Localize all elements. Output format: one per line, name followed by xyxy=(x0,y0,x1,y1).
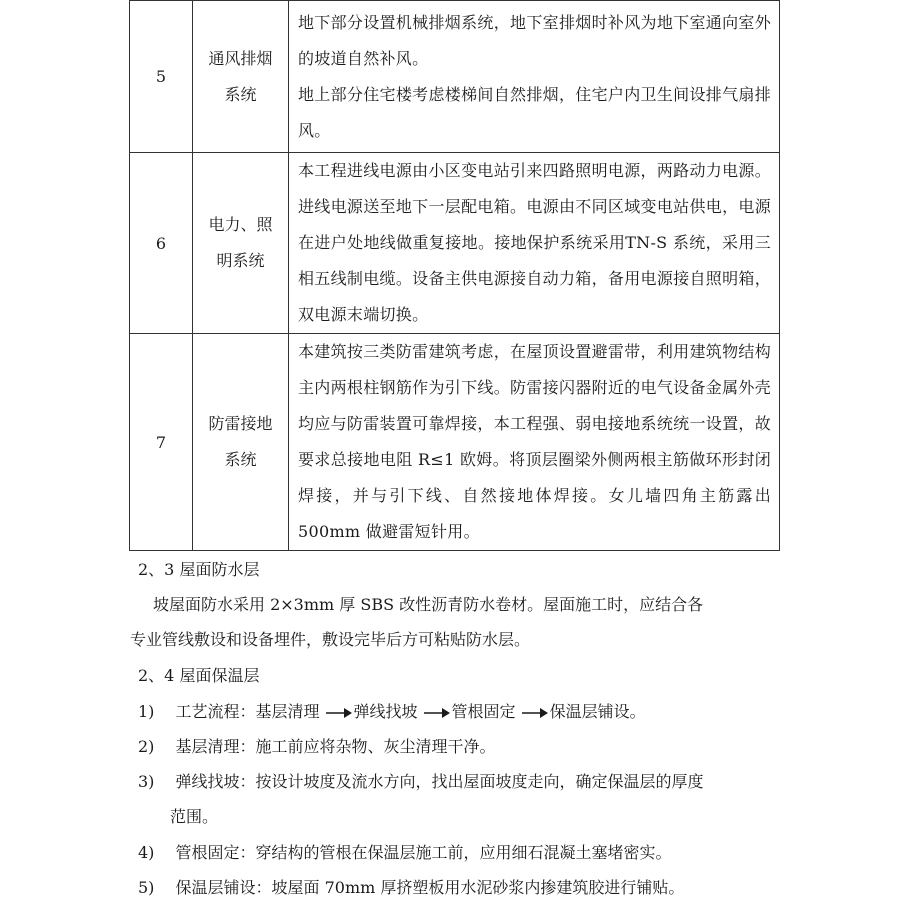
system-description: 本建筑按三类防雷建筑考虑，在屋顶设置避雷带，利用建筑物结构主内两根柱钢筋作为引下线。防雷接闪器附近的电气设备金属外壳均应与防雷装置可靠焊接，本工程强、弱电接地系统统一设置，故要求总接地电阻 R≤1 欧姆。将顶层圈梁外侧两根主筋做环形封闭焊接，并与引下线、自然接地体焊接。女儿墙四角主筋露出 500mm 做避雷短针用。 xyxy=(289,334,780,551)
flow-step: 弹线找坡 xyxy=(353,702,418,721)
paragraph-line: 专业管线敷设和设备埋件，敷设完毕后方可粘贴防水层。 xyxy=(130,630,531,649)
list-text: 弹线找坡：按设计坡度及流水方向，找出屋面坡度走向，确定保温层的厚度 xyxy=(175,772,704,791)
system-name: 通风排烟 系统 xyxy=(193,1,289,153)
list-text-continuation: 范围。 xyxy=(170,807,219,826)
flow-step: 保温层铺设。 xyxy=(549,702,646,721)
system-description: 地下部分设置机械排烟系统，地下室排烟时补风为地下室通向室外的坡道自然补风。 地上部分住宅楼考虑楼梯间自然排烟，住宅户内卫生间设排气扇排风。 xyxy=(289,1,780,153)
systems-table xyxy=(129,0,780,551)
list-number: 4) xyxy=(138,843,155,862)
arrow-right-icon xyxy=(424,707,450,719)
arrow-right-icon xyxy=(522,707,548,719)
flow-step: 工艺流程：基层清理 xyxy=(175,702,320,721)
row-number: 6 xyxy=(130,153,193,334)
list-text: 保温层铺设：坡屋面 70mm 厚挤塑板用水泥砂浆内掺建筑胶进行铺贴。 xyxy=(175,878,685,897)
list-item xyxy=(138,729,496,765)
list-text: 管根固定：穿结构的管根在保温层施工前，应用细石混凝土塞堵密实。 xyxy=(175,843,672,862)
list-item xyxy=(138,835,672,871)
list-number: 3) xyxy=(138,772,155,791)
section-heading: 2、3 屋面防水层 xyxy=(138,560,260,579)
section-heading: 2、4 屋面保温层 xyxy=(138,666,260,685)
paragraph-line: 坡屋面防水采用 2×3mm 厚 SBS 改性沥青防水卷材。屋面施工时，应结合各 xyxy=(153,595,704,614)
table-row xyxy=(130,153,780,334)
system-description: 本工程进线电源由小区变电站引来四路照明电源，两路动力电源。进线电源送至地下一层配电箱。电源由不同区域变电站供电，电源在进户处地线做重复接地。接地保护系统采用TN-S 系统，采用三相五线制电缆。设备主供电源接自动力箱，备用电源接自照明箱，双电源末端切换。 xyxy=(289,153,780,334)
list-item xyxy=(138,870,684,906)
list-number: 1) xyxy=(138,702,155,721)
arrow-right-icon xyxy=(326,707,352,719)
list-number: 2) xyxy=(138,737,155,756)
list-text: 基层清理：施工前应将杂物、灰尘清理干净。 xyxy=(175,737,496,756)
table-row xyxy=(130,334,780,551)
flow-step: 管根固定 xyxy=(451,702,516,721)
system-name: 电力、照 明系统 xyxy=(193,153,289,334)
system-name: 防雷接地 系统 xyxy=(193,334,289,551)
row-number: 7 xyxy=(130,334,193,551)
list-number: 5) xyxy=(138,878,155,897)
table-row xyxy=(130,1,780,153)
list-item xyxy=(138,764,704,800)
row-number: 5 xyxy=(130,1,193,153)
list-item xyxy=(138,694,646,730)
